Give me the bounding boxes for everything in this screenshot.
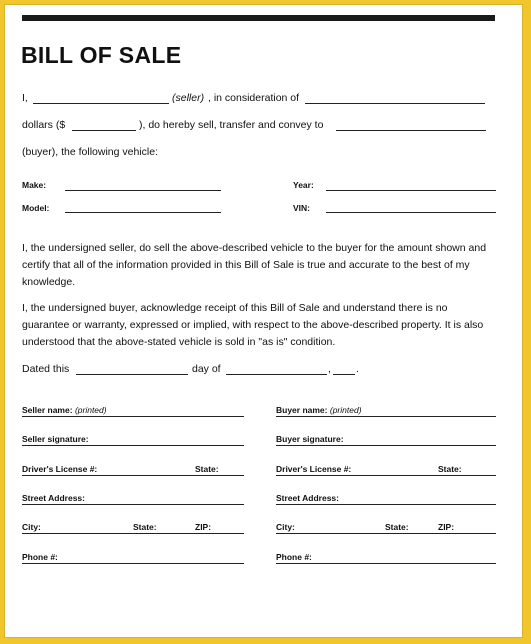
consideration-text: , in consideration of	[208, 92, 300, 104]
dollar-amount-line[interactable]	[72, 130, 136, 131]
seller-license-state-label: State:	[195, 464, 219, 474]
dated-this-text: Dated this	[22, 363, 70, 375]
seller-street-label: Street Address:	[22, 493, 85, 503]
date-comma: ,	[328, 363, 331, 375]
buyer-name-field[interactable]	[276, 416, 496, 417]
seller-street-field[interactable]	[22, 504, 244, 505]
buyer-vehicle-text: (buyer), the following vehicle:	[22, 146, 158, 158]
seller-phone-label: Phone #:	[22, 552, 58, 562]
seller-name-field[interactable]	[22, 416, 244, 417]
seller-zip-label: ZIP:	[195, 522, 212, 532]
sell-convey-text: ), do hereby sell, transfer and convey to	[139, 119, 324, 131]
buyer-license-label: Driver's License #:	[276, 464, 352, 474]
dollars-text: dollars ($	[22, 119, 66, 131]
buyer-street-field[interactable]	[276, 504, 496, 505]
make-label: Make:	[22, 180, 47, 190]
seller-city-label: City:	[22, 522, 41, 532]
buyer-city-field[interactable]	[276, 533, 496, 534]
seller-phone-field[interactable]	[22, 563, 244, 564]
buyer-signature-field[interactable]	[276, 445, 496, 446]
day-of-text: day of	[192, 363, 221, 375]
buyer-name-label: Buyer name: (printed)	[276, 405, 362, 415]
seller-state-label: State:	[133, 522, 157, 532]
year-label: Year:	[293, 180, 314, 190]
date-period: .	[356, 363, 359, 375]
buyer-license-field[interactable]	[276, 475, 496, 476]
vin-label: VIN:	[293, 203, 310, 213]
seller-signature-label: Seller signature:	[22, 434, 89, 444]
seller-name-label: Seller name: (printed)	[22, 405, 107, 415]
buyer-state-label: State:	[385, 522, 409, 532]
make-field[interactable]	[65, 190, 221, 191]
buyer-street-label: Street Address:	[276, 493, 339, 503]
buyer-license-state-label: State:	[438, 464, 462, 474]
document-title: BILL OF SALE	[21, 42, 182, 68]
buyer-zip-label: ZIP:	[438, 522, 455, 532]
seller-label: (seller)	[172, 92, 205, 104]
month-line[interactable]	[226, 374, 327, 375]
buyer-city-label: City:	[276, 522, 295, 532]
buyer-signature-label: Buyer signature:	[276, 434, 344, 444]
year-field[interactable]	[326, 190, 496, 191]
buyer-phone-field[interactable]	[276, 563, 496, 564]
seller-license-label: Driver's License #:	[22, 464, 98, 474]
buyer-statement: I, the undersigned buyer, acknowledge receipt of this Bill of Sale and understand there is no guarantee or warranty, expressed or implied, with respect to the above-described property. It is also understood that the above-stated vehicle is sold in "as is" condition.	[22, 302, 484, 348]
consideration-line[interactable]	[305, 103, 485, 104]
header-rule	[22, 15, 495, 21]
seller-name-line[interactable]	[33, 103, 169, 104]
seller-city-field[interactable]	[22, 533, 244, 534]
seller-signature-field[interactable]	[22, 445, 244, 446]
intro-i: I,	[22, 92, 28, 104]
seller-statement: I, the undersigned seller, do sell the above-described vehicle to the buyer for the amount shown and certify that all of the information provided in this Bill of Sale is true and accurate to the best of my knowledge.	[22, 242, 487, 288]
buyer-phone-label: Phone #:	[276, 552, 312, 562]
seller-license-field[interactable]	[22, 475, 244, 476]
buyer-name-line[interactable]	[336, 130, 486, 131]
model-label: Model:	[22, 203, 50, 213]
model-field[interactable]	[65, 212, 221, 213]
vin-field[interactable]	[326, 212, 496, 213]
day-line[interactable]	[76, 374, 188, 375]
year-line[interactable]	[333, 374, 355, 375]
